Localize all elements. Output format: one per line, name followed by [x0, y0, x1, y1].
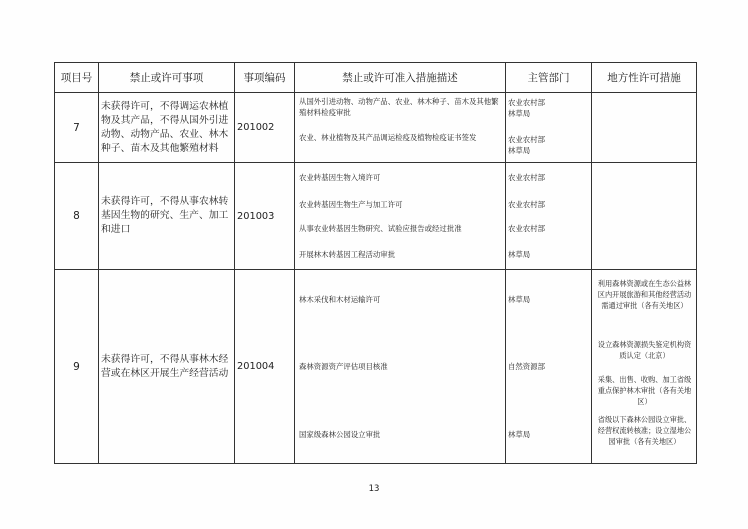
department: 林草局 — [508, 250, 531, 259]
header-item: 禁止或许可事项 — [99, 63, 235, 93]
page-number: 13 — [368, 484, 380, 494]
department: 农业农村部 林草局 — [508, 98, 545, 118]
measure-description: 开展林木转基因工程活动审批 — [299, 250, 396, 259]
department: 林草局 — [508, 430, 531, 439]
measure-description: 从事农业转基因生物研究、试验应报告或经过批准 — [299, 224, 462, 233]
item-code: 201003 — [235, 163, 295, 270]
item-number: 9 — [55, 270, 99, 464]
item-code: 201004 — [235, 270, 295, 464]
local-measures-empty — [592, 93, 697, 163]
table-row — [55, 270, 697, 464]
local-measure: 省级以下森林公园设立审批、经营权流转核准；设立湿地公园审批（各有关地区） — [597, 415, 692, 446]
measure-departments — [506, 163, 592, 270]
local-measure: 利用森林资源或在生态公益林区内开展旅游和其他经营活动需通过审批（各有关地区） — [597, 279, 692, 310]
measure-description: 农业转基因生物生产与加工许可 — [299, 200, 403, 209]
measure-description: 国家级森林公园设立审批 — [299, 430, 381, 439]
measure-description: 农业、林业植物及其产品调运检疫及植物检疫证书签发 — [299, 133, 477, 142]
department: 林草局 — [508, 295, 531, 304]
item-text: 未获得许可，不得从事林木经营或在林区开展生产经营活动 — [99, 270, 235, 464]
measure-departments — [506, 93, 592, 163]
item-text: 未获得许可，不得从事农林转基因生物的研究、生产、加工和进口 — [99, 163, 235, 270]
header-description: 禁止或许可准入措施描述 — [295, 63, 506, 93]
table-header-row — [55, 63, 697, 93]
local-measures-empty — [592, 163, 697, 270]
measure-descriptions — [295, 163, 506, 270]
department: 农业农村部 林草局 — [508, 135, 545, 155]
department: 农业农村部 — [508, 200, 545, 209]
table-row — [55, 93, 697, 163]
measure-description: 从国外引进动物、动物产品、农业、林木种子、苗木及其他繁殖材料检疫审批 — [299, 97, 499, 117]
header-code: 事项编码 — [235, 63, 295, 93]
measure-description: 森林资源资产评估项目核准 — [299, 362, 388, 371]
local-measures — [592, 270, 697, 464]
measure-departments — [506, 270, 592, 464]
table-row — [55, 163, 697, 270]
item-text: 未获得许可，不得调运农林植物及其产品，不得从国外引进动物、动物产品、农业、林木种子、苗木及其他繁殖材料 — [99, 93, 235, 163]
header-item-number: 项目号 — [55, 63, 99, 93]
permit-table — [54, 62, 697, 464]
department: 农业农村部 — [508, 224, 545, 233]
header-local-measures: 地方性许可措施 — [592, 63, 697, 93]
header-department: 主管部门 — [506, 63, 592, 93]
local-measure: 采集、出售、收购、加工省级重点保护林木审批（各有关地区） — [597, 375, 692, 406]
measure-descriptions — [295, 93, 506, 163]
item-number: 8 — [55, 163, 99, 270]
measure-description: 林木采伐和木材运输许可 — [299, 295, 381, 304]
measure-descriptions — [295, 270, 506, 464]
measure-description: 农业转基因生物入境许可 — [299, 173, 381, 182]
department: 农业农村部 — [508, 173, 545, 182]
department: 自然资源部 — [508, 362, 545, 371]
item-code: 201002 — [235, 93, 295, 163]
item-number: 7 — [55, 93, 99, 163]
local-measure: 设立森林资源损失鉴定机构资质认定（北京） — [597, 340, 692, 360]
